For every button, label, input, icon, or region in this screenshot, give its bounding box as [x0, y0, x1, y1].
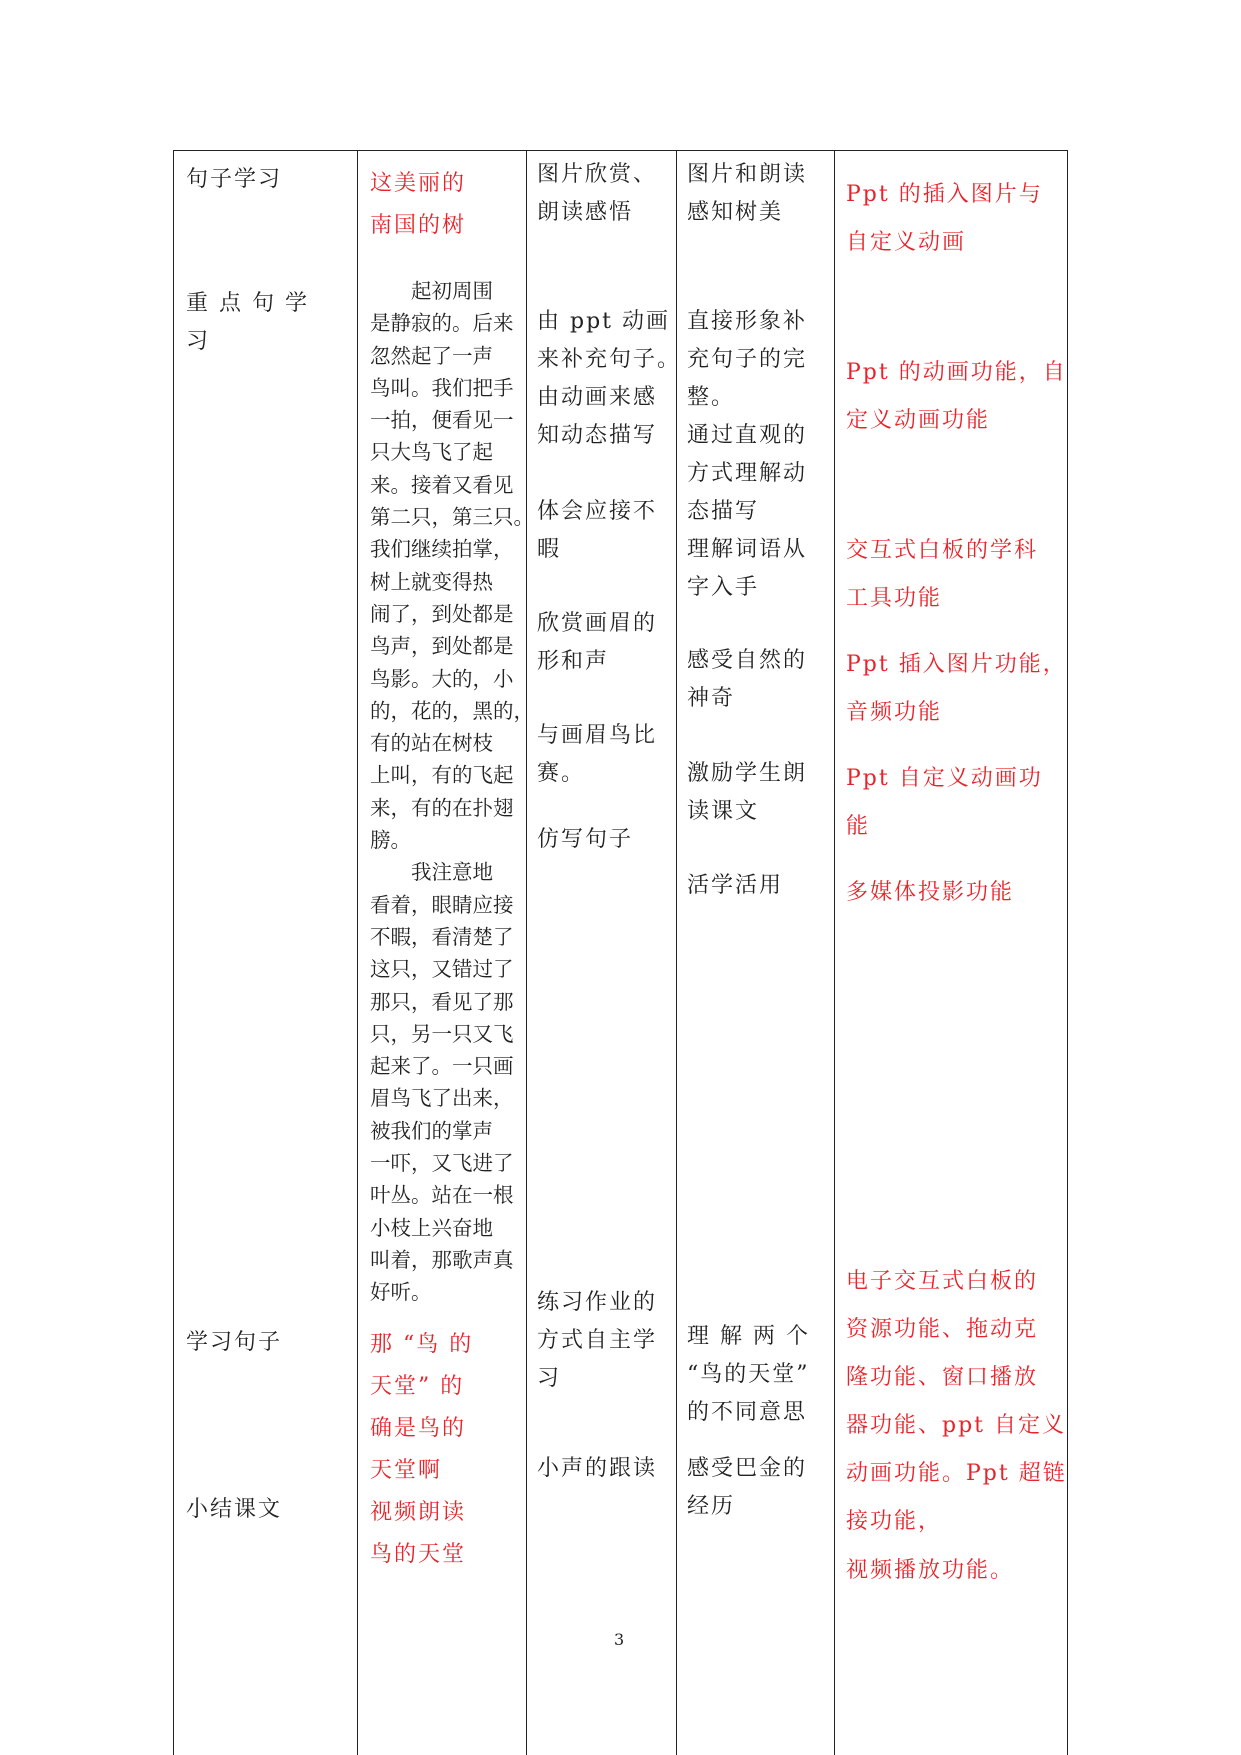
objective-encourage-read: 激励学生朗 读课文 — [687, 761, 808, 824]
objective-apply: 活学活用 — [687, 873, 784, 898]
tech-ppt-animation: Ppt 的动画功能，自 定义动画功能 — [846, 360, 1067, 433]
stage-summary: 小结课文 — [186, 1497, 283, 1522]
tech-video-playback: 视频播放功能。 — [846, 1558, 1015, 1583]
stage-sentence-learning: 句子学习 — [186, 167, 283, 192]
activity-exercise: 练习作业的 方式自主学 习 — [537, 1290, 658, 1391]
column-divider — [357, 151, 358, 1755]
activity-compete: 与画眉鸟比 赛。 — [537, 723, 658, 786]
activity-experience: 体会应接不 暇 — [537, 499, 658, 562]
content-title-south-tree: 这美丽的 南国的树 — [370, 171, 467, 238]
activity-imitate-writing: 仿写句子 — [537, 827, 634, 852]
activity-picture-appreciation: 图片欣赏、 朗读感悟 — [537, 162, 658, 225]
activity-follow-read: 小声的跟读 — [537, 1456, 658, 1481]
page-number: 3 — [614, 1630, 625, 1649]
tech-multimedia-projection: 多媒体投影功能 — [846, 880, 1015, 905]
column-divider — [526, 151, 527, 1755]
tech-ppt-audio: Ppt 插入图片功能， 音频功能 — [846, 652, 1067, 725]
objective-ba-jin: 感受巴金的 经历 — [687, 1456, 808, 1519]
stage-key-sentence: 重 点 句 学 习 — [186, 291, 309, 354]
tech-ppt-insert-image: Ppt 的插入图片与 自定义动画 — [846, 182, 1043, 255]
objective-two-meanings: 理 解 两 个 “鸟的天堂” 的不同意思 — [687, 1324, 810, 1425]
objective-supplement: 直接形象补 充句子的完 整。 通过直观的 方式理解动 态描写 理解词语从 字入手 — [687, 309, 808, 600]
objective-nature: 感受自然的 神奇 — [687, 648, 808, 711]
content-title-bird-paradise: 那 “鸟 的 天堂” 的 确是鸟的 天堂啊 视频朗读 鸟的天堂 — [370, 1332, 474, 1567]
text-passage: 起初周围 是静寂的。后来 忽然起了一声 鸟叫。我们把手 一拍，便看见一 只大鸟飞了起 来。接着又看见 第二只，第三只。 我们继续拍掌， 树上就变得热 闹了，到处都是 鸟声，到处都是 鸟影。大的，小 的，花的，黑的， 有的站在树枝 上叫，有的飞起 来，有的在扑翅 膀。 我注意地 看着，眼睛应接 不暇，看清楚了 这只，又错过了 那只，看见了那 只，另一只又飞 起来了。一只画 眉鸟飞了出来， 被我们的掌声 一吓，又飞进了 叶丛。站在一根 小枝上兴奋地 叫着，那歌声真 好听。 — [370, 279, 534, 1305]
lesson-plan-table — [173, 150, 1068, 1755]
activity-ppt-animation: 由 ppt 动画 来补充句子。 由动画来感 知动态描写 — [537, 309, 682, 448]
objective-perceive-tree: 图片和朗读 感知树美 — [687, 162, 808, 225]
column-divider — [834, 151, 835, 1755]
tech-ppt-custom-animation: Ppt 自定义动画功 能 — [846, 766, 1043, 839]
tech-whiteboard-resources: 电子交互式白板的 资源功能、拖动克 隆功能、窗口播放 器功能、ppt 自定义 动画功能。Ppt 超链 接功能， — [846, 1269, 1067, 1534]
activity-appreciate-thrush: 欣赏画眉的 形和声 — [537, 611, 658, 674]
tech-whiteboard-tools: 交互式白板的学科 工具功能 — [846, 538, 1039, 611]
stage-learn-sentence: 学习句子 — [186, 1330, 283, 1355]
